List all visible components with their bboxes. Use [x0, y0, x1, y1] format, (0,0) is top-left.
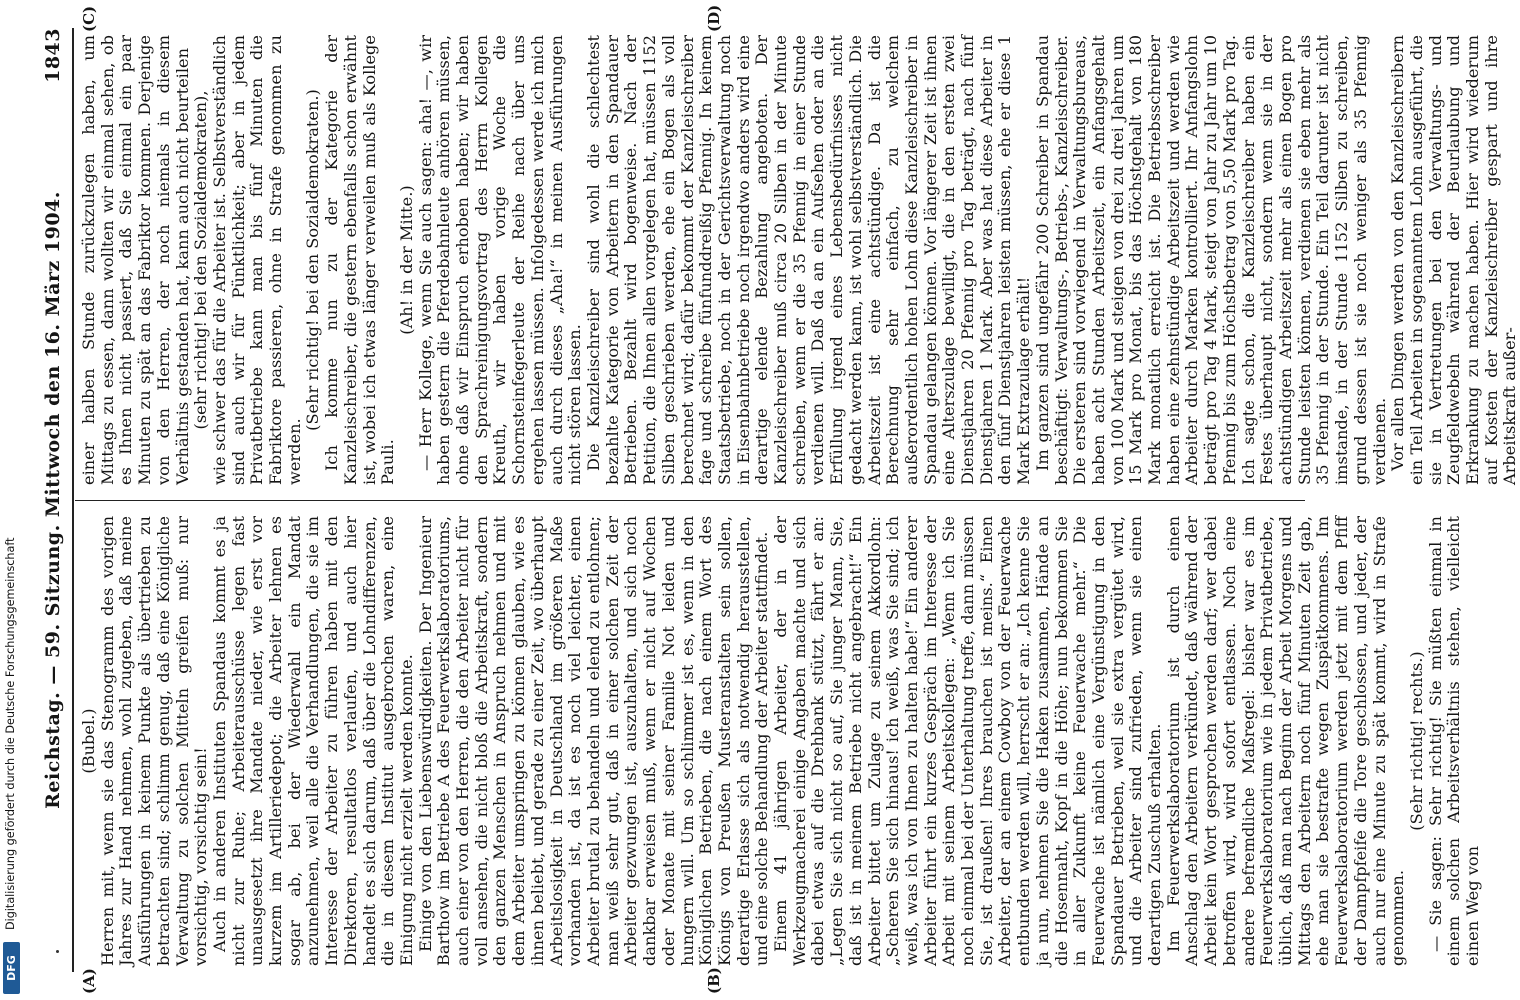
- paragraph: Die Kanzleischreiber sind wohl die schlechtest bezahlte Kategorie von Arbeitern in den Spandauer Betrieben. Bezahlt wird bogenweise. Nach der Petition, die Ihnen allen vorgelegen hat, müssen 1152 Silben geschrieben werden, ehe ein Bogen als voll berechnet wird; dafür bekommt der Kanzleischreiber fage und schreibe fünfunddreißig Pfennig. In keinem Staatsbetriebe, noch in der Gerichtsverwaltung noch in Eisenbahnbetriebe noch irgendwo anders wird eine derartige elende Bezahlung angeboten. Der Kanzleischreiber muß circa 20 Silben in der Minute schreiben, wenn er die 35 Pfennig in einer Stunde verdienen will. Daß da an ein Aufsehen oder an die Erfüllung irgend eines Lebensbedürfnisses nicht gedacht werden kann, ist wohl selbstverständlich. Die Arbeitszeit ist eine achtstündige. Da ist die Berechnung sehr einfach, zu welchem außerordentlich hohen Lohn diese Kanzleischreiber in Spandau gelangen können. Vor längerer Zeit ist ihnen eine Alterszulage bewilligt, die in den ersten zwei Dienstjahren 20 Pfennig pro Tag beträgt, nach fünf Dienstjahren 1 Mark. Aber was hat diese Arbeiter in den fünf Dienstjahren leisten müssen, ehe er diese 1 Mark Extrazulage erhält!: [583, 35, 1034, 485]
- margin-marker-c: (C): [80, 5, 98, 32]
- interjection: (sehr richtig! bei den Sozialdemokraten),: [191, 90, 211, 430]
- dfg-logo: DFG: [3, 942, 20, 994]
- paragraph: wie schwer das für die Arbeiter ist. Selbstverständlich sind auch wir für Pünktlichkeit; aber in jedem Privatbetriebe kann man bis fünf Minuten die Fabriktore passieren, ohne in Strafe genommen zu werden.: [209, 35, 304, 485]
- right-column: [80, 35, 1520, 485]
- paragraph: Einige von den Liebenswürdigkeiten. Der Ingenieur Barthow im Betriebe A des Feuerwerkslaboratoriums, auch einer von den Herren, die den Arbeiter nicht für voll ansehen, die nicht bloß die Arbeitskraft, sondern den ganzen Menschen in Anspruch nehmen und mit dem Arbeiter umspringen zu können glauben, wie es ihnen beliebt, und gerade zu einer Zeit, wo überhaupt Arbeitslosigkeit in Deutschland im größeren Maße vorhanden ist, da ist es noch viel leichter, einen Arbeiter brutal zu behandeln und elend zu entlohnen; man weiß sehr gut, daß in einer solchen Zeit der Arbeiter gezwungen ist, auszuhalten, und sich noch dankbar erweisen muß, wenn er nicht auf Wochen oder Monate mit seiner Familie Not leiden und hungern will. Um so schlimmer ist es, wenn in den Königlichen Betrieben, die nach einem Wort des Königs von Preußen Musteranstalten sein sollen, derartige Erlasse sich als notwendig herausstellen, und eine solche Behandlung der Arbeiter stattfindet.: [415, 516, 772, 966]
- paragraph: Vor allen Dingen werden von den Kanzleischreibern ein Teil Arbeiten in sogenanntem Lohn ausgeführt, die sie in Vertretungen bei den Verwaltungs- und Zeugfeldwebeln während der Beurlaubung und Erkrankung zu machen haben. Hier wird wiederum auf Kosten der Kanzleischreiber gespart und ihre Arbeitskraft außer-: [1388, 35, 1520, 485]
- margin-marker-b: (B): [705, 967, 723, 994]
- paragraph: Einem 41 jährigen Arbeiter, der in der Werkzeugmacherei einige Angaben machte und sich dabei etwas auf die Drehbank stützt, fährt er an: „Legen Sie sich nicht so auf, Sie junger Mann, Sie, daß ist in meinem Betriebe nicht angebracht!“ Ein Arbeiter bittet um Zulage zu seinem Akkordlohn: „Scheren Sie sich hinaus! ich weiß, was Sie sind; ich weiß, was ich von Ihnen zu halten habe!“ Ein anderer Arbeiter führt ein kurzes Gespräch im Interesse der Arbeit mit seinem Arbeitskollegen: „Wenn ich Sie noch einmal bei der Unterhaltung treffe, dann müssen Sie, ist draußen! Ihres brauchen ist meins.“ Einen Arbeiter, der an einem Cowboy von der Feuerwache entbunden werden will, herrscht er an: „Ich kenne Sie ja nun, nehmen Sie die Haken zusammen, Hände an die Hosennaht, Kopf in die Höhe; nun bekommen Sie in aller Zukunft keine Feuerwache mehr.“ Die Feuerwache ist nämlich eine Vergünstigung in den Spandauer Betrieben, weil sie extra vergütet wird, und die Arbeiter sind zufrieden, wenn sie einen derartigen Zuschuß erhalten.: [771, 516, 1165, 966]
- margin-marker-a: (A): [80, 968, 98, 994]
- interjection: (Sehr richtig! rechts.): [1406, 651, 1426, 831]
- paragraph: — Sie sagen: Sehr richtig! Sie müßten einmal in einem solchen Arbeitsverhältnis stehen, vielleicht einen Weg von: [1425, 516, 1483, 966]
- paragraph: Im Feuerwerkslaboratorium ist durch einen Anschlag den Arbeitern verkündet, daß während der Arbeit kein Wort gesprochen werden darf; wer dabei betroffen wird, wird sofort entlassen. Noch eine andere befremdliche Maßregel: bisher war es im Feuerwerkslaboratorium wie in jedem Privatbetriebe, üblich, daß man nach Beginn der Arbeit Morgens und Mittags den Arbeitern noch fünf Minuten Zeit gab, ehe man sie bestrafte wegen Zuspätkommens. Im Feuerwerkslaboratorium werden jetzt mit dem Pfiff der Dampfpfeife die Tore geschlossen, und jeder, der auch nur eine Minute zu spät kommt, wird in Strafe genommen.: [1163, 516, 1408, 966]
- page-number: 1843: [42, 28, 64, 83]
- scan-speck: [56, 950, 59, 953]
- margin-marker-d: (D): [705, 4, 723, 32]
- page-header: [42, 28, 70, 972]
- interjection: (Sehr richtig! bei den Sozialdemokraten.): [303, 89, 323, 431]
- column-divider: [75, 500, 1305, 501]
- attribution-strip: [0, 0, 30, 1000]
- funding-note: Digitalisierung gefördert durch die Deutsche Forschungsgemeinschaft: [4, 537, 17, 930]
- paragraph: Herren mit, wenn sie das Stenogramm des vorigen Jahres zur Hand nehmen, wohl zugeben, daß meine Ausführungen in keinem Punkte als übertrieben zu betrachten sind; schlimm genug, daß eine Königliche Verwaltung zu solchen Mitteln greifen muß: nur vorsichtig, vorsichtig sein!: [97, 516, 211, 966]
- header-title: Reichstag. — 59. Sitzung. Mittwoch den 16. März 1904.: [42, 191, 64, 809]
- paragraph: — Herr Kollege, wenn Sie auch sagen: aha! —, wir haben gestern die Pferdebahnleute anhören müssen, ohne daß wir Einspruch erhoben haben; wir haben den Sprachreinigungsvortrag des Herrn Kollegen Kreuth, wir haben vorige Woche die Schornsteinfegerleute der Reihe nach über uns ergehen lassen müssen. Infolgedessen werde ich mich auch durch dieses „Aha!“ in meinen Ausführungen nicht stören lassen.: [415, 35, 585, 485]
- paragraph: Auch in anderen Instituten Spandaus kommt es ja nicht zur Ruhe; Arbeiterausschüsse legen fast unausgesetzt ihre Mandate nieder, wie erst vor kurzem im Artilleriedepot; die Arbeiter lehnen es sogar ab, bei der Wiederwahl ein Mandat anzunehmen, weil alle die Verhandlungen, die sie im Interesse der Arbeiter zu führen haben mit den Direktoren, resultatlos verlaufen, und auch hier handelt es sich darum, daß über die Lohndifferenzen, die in diesem Institut ausgebrochen waren, eine Einigung nicht erzielt werden konnte.: [209, 516, 416, 966]
- interjection: (Bubel.): [79, 708, 98, 774]
- paragraph: Ich komme nun zu der Kategorie der Kanzleischreiber, die gestern ebenfalls schon erwähnt ist, wobei ich etwas länger verweilen muß als Kollege Pauli.: [322, 35, 398, 485]
- left-column: [80, 516, 1483, 966]
- interjection: (Ah! in der Mitte.): [396, 185, 416, 335]
- header-rule: [72, 28, 74, 972]
- paragraph: Im ganzen sind ungefähr 200 Schreiber in Spandau beschäftigt: Verwaltungs-, Betriebs-, Kanzleischreiber. Die ersteren sind vorwiegend in Verwaltungsbureaus, haben acht Stunden Arbeitszeit, ein Anfangsgehalt von 100 Mark und steigen von drei zu drei Jahren um 15 Mark pro Monat, bis das Höchstgehalt von 180 Mark monatlich erreicht ist. Die Betriebsschreiber haben eine zehnstündige Arbeitszeit und werden wie Arbeiter durch Marken kontrolliert. Ihr Anfangslohn beträgt pro Tag 4 Mark, steigt von Jahr zu Jahr um 10 Pfennig bis zum Höchstbetrag von 5,50 Mark pro Tag. Ich sagte schon, die Kanzleischreiber haben ein Festes überhaupt nicht, sondern wenn sie in der achtstündigen Arbeitszeit mehr als einen Bogen pro Stunde leisten können, verdienen sie eben mehr als 35 Pfennig in der Stunde. Ein Teil darunter ist nicht imstande, in der Stunde 1152 Silben zu schreiben, grund dessen ist sie noch weniger als 35 Pfennig verdienen.: [1032, 35, 1389, 485]
- paragraph: einer halben Stunde zurückzulegen haben, um Mittags zu essen, dann wollten wir einmal sehen, ob es Ihnen nicht passiert, daß Sie einmal ein paar Minuten zu spät an das Fabriktor kommen. Derjenige von den Herren, der noch niemals in diesem Verhältnis gestanden hat, kann auch nicht beurteilen: [79, 35, 192, 485]
